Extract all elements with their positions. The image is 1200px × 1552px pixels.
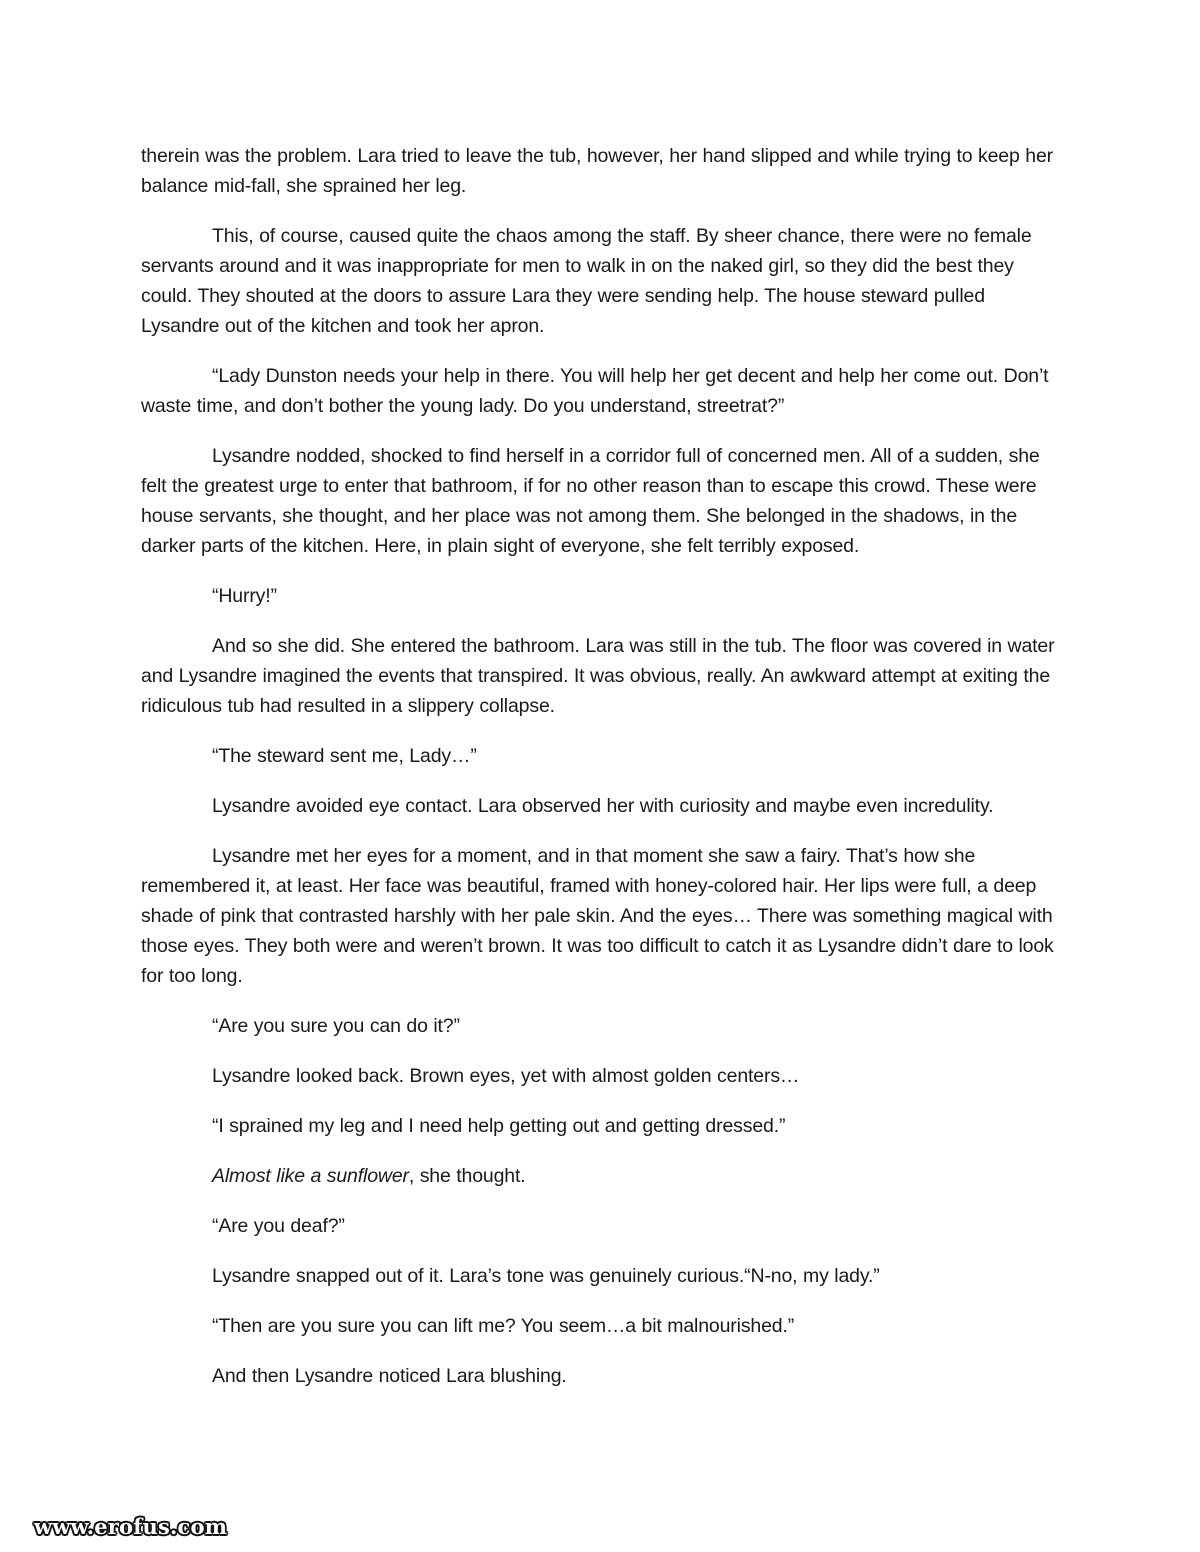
watermark-text: www.erofus.com [34, 1514, 228, 1539]
paragraph: And then Lysandre noticed Lara blushing. [212, 1365, 567, 1387]
paragraph: Lysandre met her eyes for a moment, and in that moment she saw a fairy. That’s how she remembered it, at least. Her face was beautiful, framed with honey-colored hair. Her lips were full, a deep shade of pink that contrasted harshly with her pale skin. And the eyes… There was something magical with those eyes. They both were and weren’t brown. It was too difficult to catch it as Lysandre didn’t dare to look for too long. [141, 845, 1054, 987]
paragraph: “Hurry!” [212, 585, 277, 607]
body-text [141, 141, 1063, 1411]
paragraph: Lysandre snapped out of it. Lara’s tone was genuinely curious.“N-no, my lady.” [212, 1265, 880, 1287]
paragraph: “Are you deaf?” [212, 1215, 345, 1237]
paragraph: “Are you sure you can do it?” [212, 1015, 460, 1037]
paragraph: Lysandre looked back. Brown eyes, yet with almost golden centers… [212, 1065, 800, 1087]
paragraph: “Then are you sure you can lift me? You seem…a bit malnourished.” [212, 1315, 795, 1337]
paragraph: Lysandre avoided eye contact. Lara observed her with curiosity and maybe even incredulity. [212, 795, 994, 817]
italic-phrase: Almost like a sunflower [212, 1165, 409, 1187]
paragraph: And so she did. She entered the bathroom. Lara was still in the tub. The floor was covered in water and Lysandre imagined the events that transpired. It was obvious, really. An awkward attempt at exiting the ridiculous tub had resulted in a slippery collapse. [141, 635, 1055, 717]
paragraph: Lysandre nodded, shocked to find herself in a corridor full of concerned men. All of a sudden, she felt the greatest urge to enter that bathroom, if for no other reason than to escape this crowd. These were house servants, she thought, and her place was not among them. She belonged in the shadows, in the darker parts of the kitchen. Here, in plain sight of everyone, she felt terribly exposed. [141, 445, 1040, 557]
paragraph: therein was the problem. Lara tried to leave the tub, however, her hand slipped and while trying to keep her balance mid-fall, she sprained her leg. [141, 145, 1053, 197]
paragraph: “I sprained my leg and I need help getting out and getting dressed.” [212, 1115, 786, 1137]
paragraph: This, of course, caused quite the chaos among the staff. By sheer chance, there were no female servants around and it was inappropriate for men to walk in on the naked girl, so they did the best they could. They shouted at the doors to assure Lara they were sending help. The house steward pulled Lysandre out of the kitchen and took her apron. [141, 225, 1032, 337]
paragraph-rest: , she thought. [408, 1165, 526, 1187]
paragraph: “The steward sent me, Lady…” [212, 745, 477, 767]
paragraph [141, 1161, 1063, 1191]
paragraph: “Lady Dunston needs your help in there. You will help her get decent and help her come out. Don’t waste time, and don’t bother the young lady. Do you understand, streetrat?” [141, 365, 1049, 417]
